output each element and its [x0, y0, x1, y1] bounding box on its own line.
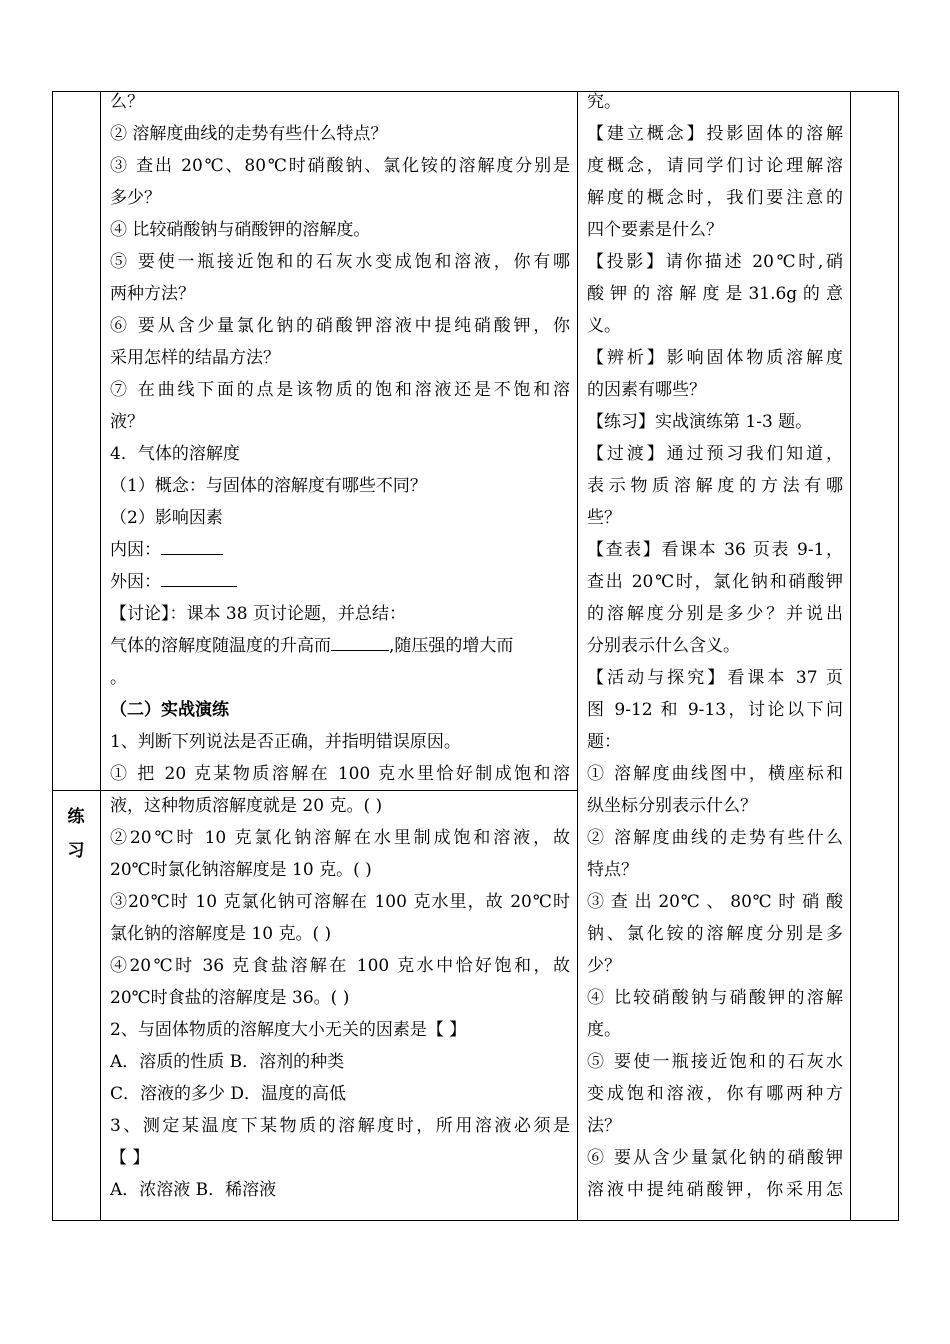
line-text: 内因： — [110, 540, 161, 560]
fill-in-blank — [331, 634, 389, 651]
text-line: 【投影】请你描述 20℃时,硝 — [587, 252, 843, 272]
text-line: 少？ — [587, 956, 621, 976]
text-line: 【辨析】影响固体物质溶解度 — [587, 348, 843, 368]
text-line: ② 溶解度曲线的走势有些什么特点？ — [110, 124, 388, 144]
text-line: 多少？ — [110, 188, 161, 208]
text-line: 【练习】实战演练第 1-3 题。 — [587, 412, 813, 432]
text-line: ④ 比较硝酸钠与硝酸钾的溶解 — [587, 988, 843, 1008]
text-line: ⑦ 在曲线下面的点是该物质的饱和溶液还是不饱和溶 — [110, 380, 570, 400]
text-line: ⑥ 要从含少量氯化钠的硝酸钾 — [587, 1148, 843, 1168]
line-text-continued: ,随压强的增大而 — [389, 636, 514, 656]
text-line: ③ 查 出 20℃ 、 80℃ 时 硝 酸 — [587, 892, 843, 912]
text-line: 氯化钠的溶解度是 10 克。( ) — [110, 924, 332, 944]
text-line: 纵坐标分别表示什么？ — [587, 796, 757, 816]
text-line: 20℃时食盐的溶解度是 36。( ) — [110, 988, 350, 1008]
text-line: 溶液中提纯硝酸钾，你采用怎 — [587, 1180, 843, 1200]
text-line: 【 】 — [110, 1148, 150, 1168]
table-bottom-border — [52, 1220, 898, 1221]
text-line: 液，这种物质溶解度就是 20 克。( ) — [110, 796, 383, 816]
text-line: （1）概念：与固体的溶解度有哪些不同？ — [110, 476, 427, 496]
text-line: 钠、氯化铵的溶解度分别是多 — [587, 924, 843, 944]
text-line: 变成饱和溶液，你有哪两种方 — [587, 1084, 843, 1104]
text-line: ④ 比较硝酸钠与硝酸钾的溶解度。 — [110, 220, 371, 240]
student-activity-column — [110, 86, 570, 1206]
text-line: 4．气体的溶解度 — [110, 444, 240, 464]
line-text: 气体的溶解度随温度的升高而 — [110, 636, 331, 656]
text-line: A．溶质的性质 B．溶剂的种类 — [110, 1052, 345, 1072]
fill-in-blank — [161, 538, 223, 555]
text-line: 的因素有哪些？ — [587, 380, 706, 400]
text-line: 【查表】看课本 36 页表 9-1， — [587, 540, 843, 560]
text-line: （2）影响因素 — [110, 508, 223, 528]
text-line: 查出 20℃时，氯化钠和硝酸钾 — [587, 572, 843, 592]
text-line: C．溶液的多少 D．温度的高低 — [110, 1084, 347, 1104]
text-line: 【过渡】通过预习我们知道， — [587, 444, 843, 464]
text-line: 液？ — [110, 412, 144, 432]
text-line: 两种方法？ — [110, 284, 195, 304]
text-line: ③20℃时 10 克氯化钠可溶解在 100 克水里，故 20℃时 — [110, 892, 570, 912]
text-line: 题： — [587, 732, 621, 752]
text-line: 度概念，请同学们讨论理解溶 — [587, 156, 843, 176]
column-divider-3 — [850, 91, 851, 1221]
text-line: ⑥ 要从含少量氯化钠的硝酸钾溶液中提纯硝酸钾，你 — [110, 316, 570, 336]
section-label-practice — [52, 800, 100, 868]
text-line: （二）实战演练 — [110, 700, 229, 720]
text-line: 义。 — [587, 316, 621, 336]
text-line: ① 溶解度曲线图中，横座标和 — [587, 764, 843, 784]
text-line: 1、判断下列说法是否正确，并指明错误原因。 — [110, 732, 461, 752]
text-line — [110, 566, 570, 598]
text-line: 【讨论】：课本 38 页讨论题，并总结： — [110, 604, 406, 624]
section-label-char: 练 — [67, 807, 85, 827]
line-text: 外因： — [110, 572, 161, 592]
text-line: 分别表示什么含义。 — [587, 636, 740, 656]
text-line: 酸 钾 的 溶 解 度 是 31.6g 的 意 — [587, 284, 843, 304]
text-line: 解度的概念时，我们要注意的 — [587, 188, 843, 208]
column-divider-2 — [577, 91, 578, 1221]
text-line: 法？ — [587, 1116, 621, 1136]
text-line: ④20℃时 36 克食盐溶解在 100 克水中恰好饱和，故 — [110, 956, 570, 976]
text-line: A．浓溶液 B．稀溶液 — [110, 1180, 277, 1200]
column-divider-1 — [100, 91, 101, 1221]
fill-in-blank — [161, 570, 237, 587]
table-right-border — [898, 91, 899, 1221]
text-line: 图 9-12 和 9-13，讨论以下问 — [587, 700, 843, 720]
text-line: ⑤ 要使一瓶接近饱和的石灰水变成饱和溶液，你有哪 — [110, 252, 570, 272]
text-line — [110, 630, 570, 662]
text-line: ③ 查出 20℃、80℃时硝酸钠、氯化铵的溶解度分别是 — [110, 156, 570, 176]
text-line: 【活动与探究】看课本 37 页 — [587, 668, 843, 688]
section-label-char: 习 — [67, 841, 85, 861]
text-line: 些？ — [587, 508, 621, 528]
text-line: 究。 — [587, 92, 621, 112]
table-left-border — [52, 91, 53, 1221]
text-line: 【建立概念】投影固体的溶解 — [587, 124, 843, 144]
text-line: ② 溶解度曲线的走势有些什么 — [587, 828, 843, 848]
text-line: 特点？ — [587, 860, 638, 880]
text-line: 的溶解度分别是多少？并说出 — [587, 604, 843, 624]
text-line — [110, 534, 570, 566]
text-line: ②20℃时 10 克氯化钠溶解在水里制成饱和溶液，故 — [110, 828, 570, 848]
text-line: 20℃时氯化钠溶解度是 10 克。( ) — [110, 860, 372, 880]
text-line: 。 — [110, 668, 127, 688]
text-line: 2、与固体物质的溶解度大小无关的因素是【 】 — [110, 1020, 467, 1040]
text-line: 3、测定某温度下某物质的溶解度时，所用溶液必须是 — [110, 1116, 570, 1136]
text-line: 度。 — [587, 1020, 621, 1040]
text-line: ① 把 20 克某物质溶解在 100 克水里恰好制成饱和溶 — [110, 764, 570, 784]
text-line: 采用怎样的结晶方法？ — [110, 348, 280, 368]
teacher-activity-column — [587, 86, 843, 1206]
text-line: 四个要素是什么？ — [587, 220, 723, 240]
text-line: 么？ — [110, 92, 144, 112]
text-line: ⑤ 要使一瓶接近饱和的石灰水 — [587, 1052, 843, 1072]
text-line: 表示物质溶解度的方法有哪 — [587, 476, 843, 496]
